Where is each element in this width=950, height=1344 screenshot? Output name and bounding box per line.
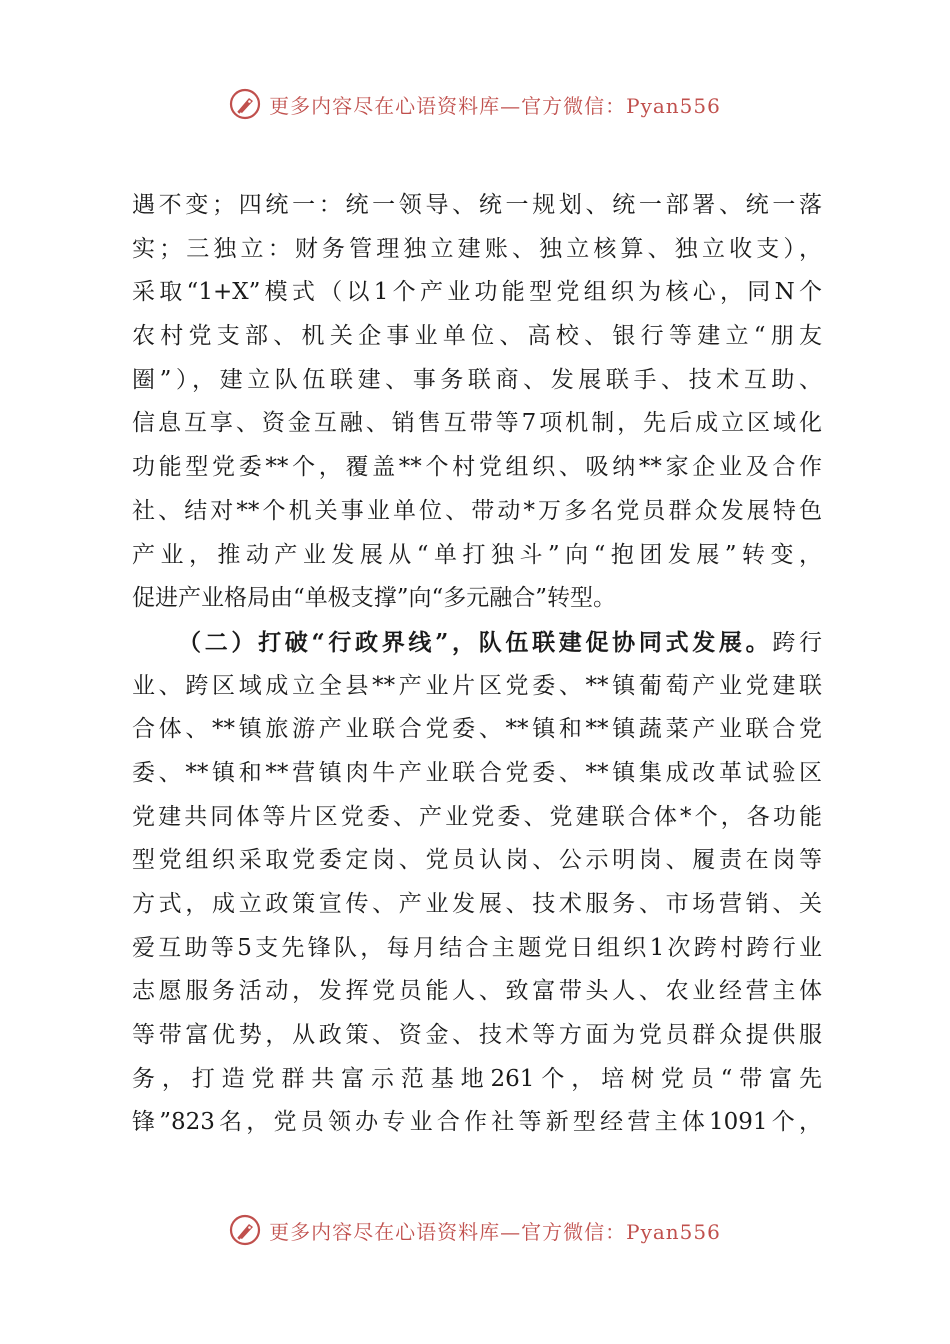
paragraph-2 — [132, 621, 822, 1145]
footer-watermark-text: 更多内容尽在心语资料库—官方微信：Pyan556 — [269, 1219, 721, 1244]
section-heading: （二）打破“行政界线”，队伍联建促协同式发展。 — [178, 628, 773, 656]
text-line: 方式，成立政策宣传、产业发展、技术服务、市场营销、关 — [132, 891, 822, 917]
document-body — [132, 184, 822, 1145]
text-line: 党建共同体等片区党委、产业党委、党建联合体*个，各功能 — [132, 803, 822, 830]
text-line: 信息互享、资金互融、销售互带等7项机制，先后成立区域化 — [132, 410, 822, 437]
heading-line-rest: 跨行 — [772, 629, 822, 656]
text-line: 实；三独立：财务管理独立建账、独立核算、独立收支）， — [132, 235, 822, 262]
text-line: 务，打造党群共富示范基地261个，培树党员“带富先 — [132, 1065, 822, 1092]
text-line: 农村党支部、机关企事业单位、高校、银行等建立“朋友 — [132, 323, 822, 350]
section-heading-line — [132, 621, 822, 665]
text-line: 采取“1+X”模式（以1个产业功能型党组织为核心，同N个 — [132, 279, 822, 306]
text-line: 合体、**镇旅游产业联合党委、**镇和**镇蔬菜产业联合党 — [132, 716, 822, 743]
text-line: 圈”），建立队伍联建、事务联商、发展联手、技术互助、 — [132, 366, 822, 393]
header-watermark-banner — [0, 84, 950, 124]
pen-nib-logo-icon — [229, 1214, 261, 1246]
text-line: 型党组织采取党委定岗、党员认岗、公示明岗、履责在岗等 — [132, 847, 822, 874]
paragraph-1 — [132, 184, 822, 621]
text-line: 社、结对**个机关事业单位、带动*万多名党员群众发展特色 — [132, 497, 822, 524]
text-line: 等带富优势，从政策、资金、技术等方面为党员群众提供服 — [132, 1022, 822, 1049]
text-line: 功能型党委**个，覆盖**个村党组织、吸纳**家企业及合作 — [132, 454, 822, 481]
text-line: 业、跨区域成立全县**产业片区党委、**镇葡萄产业党建联 — [132, 672, 822, 699]
text-line: 促进产业格局由“单极支撑”向“多元融合”转型。 — [132, 585, 617, 612]
text-line: 锋”823名，党员领办专业合作社等新型经营主体1091个， — [132, 1109, 822, 1136]
text-line: 志愿服务活动，发挥党员能人、致富带头人、农业经营主体 — [132, 978, 822, 1005]
text-line: 遇不变；四统一：统一领导、统一规划、统一部署、统一落 — [132, 192, 822, 218]
footer-watermark-banner — [0, 1210, 950, 1250]
text-line: 委、**镇和**营镇肉牛产业联合党委、**镇集成改革试验区 — [132, 759, 822, 786]
text-line: 产业，推动产业发展从“单打独斗”向“抱团发展”转变， — [132, 541, 822, 568]
pen-nib-logo-icon — [229, 88, 261, 120]
header-watermark-text: 更多内容尽在心语资料库—官方微信：Pyan556 — [269, 93, 721, 118]
text-line: 爱互助等5支先锋队，每月结合主题党日组织1次跨村跨行业 — [132, 934, 822, 961]
